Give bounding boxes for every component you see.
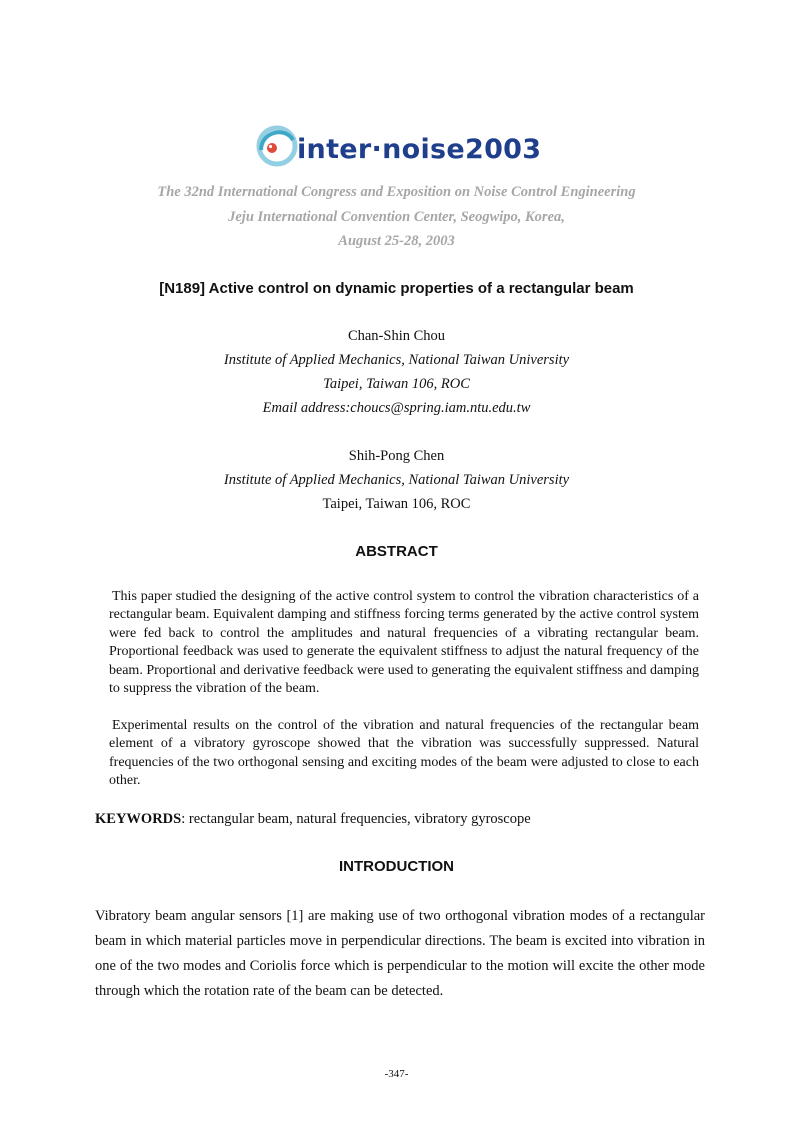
- keywords-text: : rectangular beam, natural frequencies, vibratory gyroscope: [181, 811, 531, 827]
- introduction-heading: INTRODUCTION: [339, 858, 454, 875]
- abstract-heading: ABSTRACT: [355, 543, 438, 560]
- author-name: Shih-Pong Chen: [348, 448, 445, 464]
- author-affiliation: Institute of Applied Mechanics, National Taiwan University: [223, 352, 570, 368]
- keywords-label: KEYWORDS: [95, 811, 182, 827]
- abstract-paragraph: This paper studied the designing of the active control system to control the vibration characteristics of a rectangular beam. Equivalent damping and stiffness forcing terms generated by the active control system were fed back to control the amplitudes and natural frequencies of a vibrating rectangular beam. Proportional feedback was used to generate the equivalent stiffness to adjust the natural frequency of the beam. Proportional and derivative feedback were used to generating the equivalent stiffness and damping to suppress the vibration of the beam.: [109, 589, 699, 697]
- author-name: Chan-Shin Chou: [347, 328, 446, 344]
- logo-wordmark: inter·noise2003: [297, 134, 542, 165]
- conference-date: August 25-28, 2003: [338, 233, 455, 249]
- paper-title: [N189] Active control on dynamic properties of a rectangular beam: [159, 280, 634, 297]
- author-location: Taipei, Taiwan 106, ROC: [322, 496, 471, 512]
- abstract-paragraph: Experimental results on the control of the vibration and natural frequencies of the rectangular beam element of a vibratory gyroscope showed that the vibration was successfully suppressed. Natural frequencies of the two orthogonal sensing and exciting modes of the beam were adjusted to close to each other.: [109, 718, 699, 789]
- page-number: -347-: [384, 1068, 409, 1080]
- introduction-paragraph: Vibratory beam angular sensors [1] are making use of two orthogonal vibration modes of a rectangular beam in which material particles move in perpendicular directions. The beam is excited into vibration in one of the two modes and Coriolis force which is perpendicular to the motion will excite the other mode through which the rotation rate of the beam can be detected.: [95, 908, 705, 999]
- conference-logo: [255, 120, 545, 180]
- conference-name: The 32nd International Congress and Exposition on Noise Control Engineering: [157, 184, 636, 200]
- author-affiliation: Institute of Applied Mechanics, National Taiwan University: [223, 472, 570, 488]
- conference-venue: Jeju International Convention Center, Seogwipo, Korea,: [228, 209, 565, 225]
- keywords: [95, 811, 531, 828]
- author-email[interactable]: Email address:choucs@spring.iam.ntu.edu.tw: [262, 400, 531, 416]
- author-location: Taipei, Taiwan 106, ROC: [323, 376, 470, 392]
- swirl-icon: [255, 120, 299, 176]
